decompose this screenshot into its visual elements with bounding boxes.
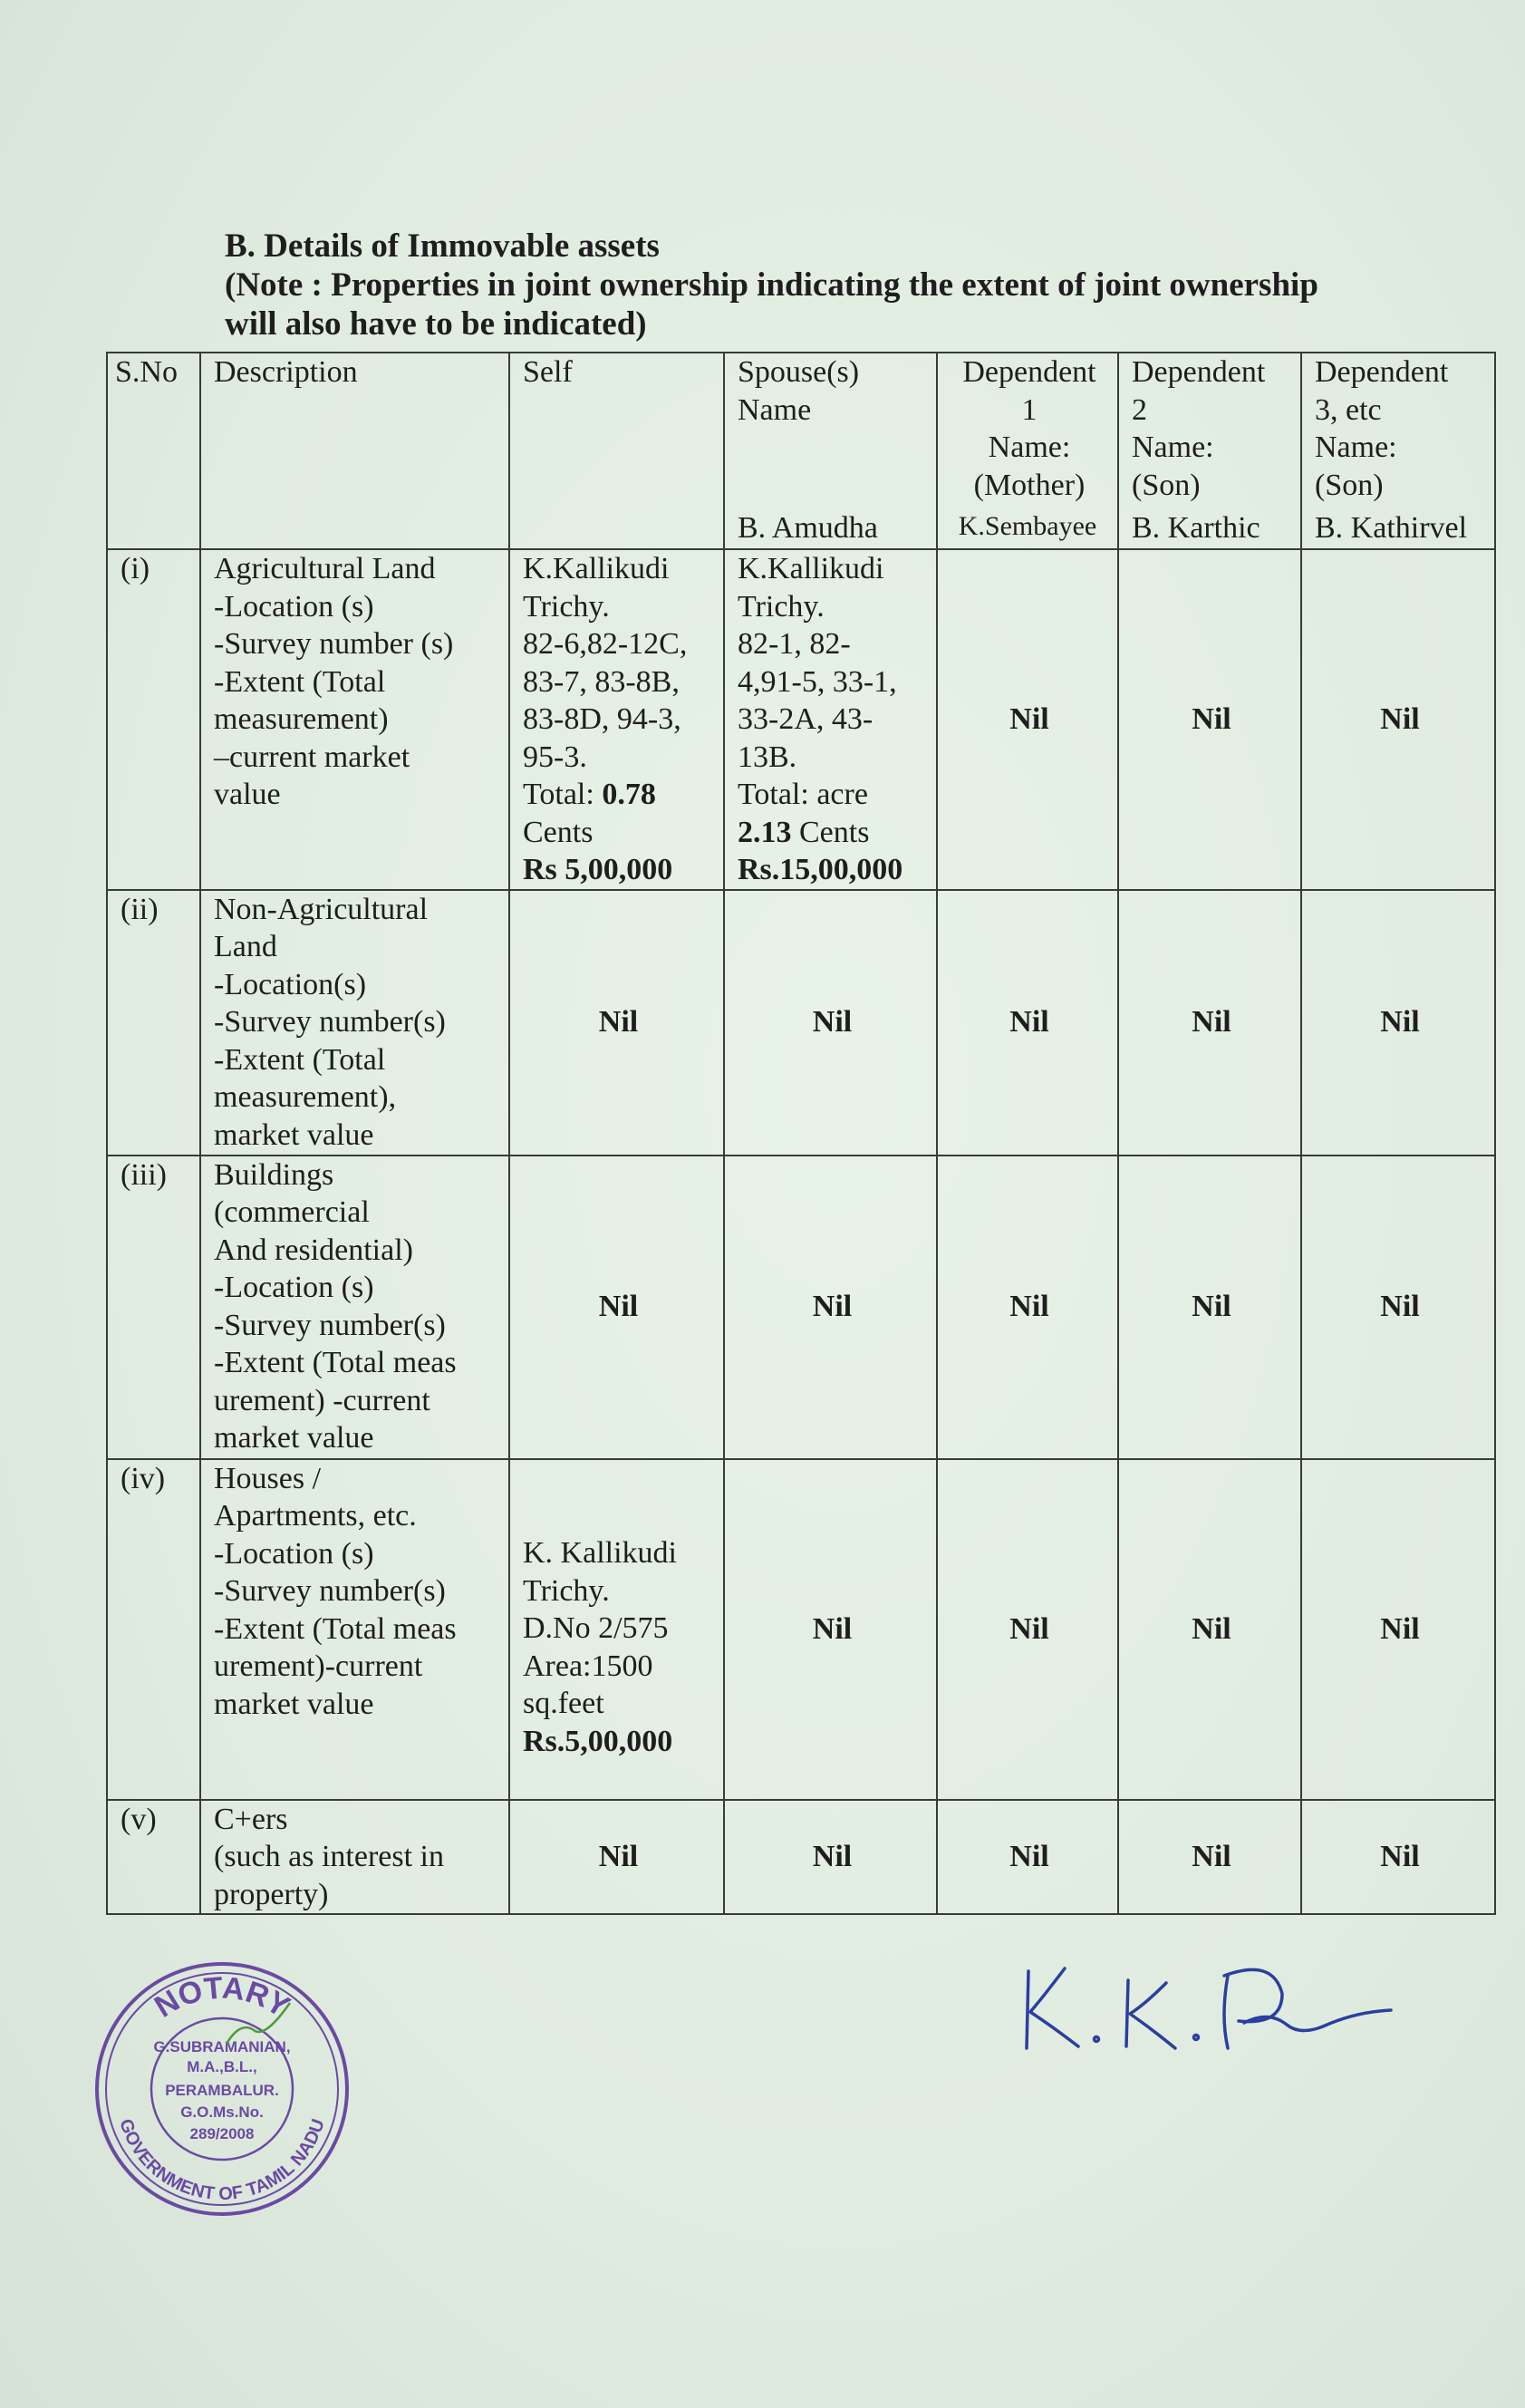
row-spouse: K.Kallikudi Trichy. 82-1, 82- 4,91-5, 33-1, 33-2A, 43- 13B. Total: acre 2.13 Cents Rs.15,00,000 xyxy=(724,549,937,890)
dependent-1-name: K.Sembayee xyxy=(958,510,1097,541)
stamp-degree: M.A.,B.L., xyxy=(187,2058,257,2075)
table-row xyxy=(107,890,1495,1156)
row-sno: (v) xyxy=(107,1800,200,1915)
stamp-place: PERAMBALUR. xyxy=(165,2082,279,2099)
row-self: K.Kallikudi Trichy. 82-6,82-12C, 83-7, 83-8B, 83-8D, 94-3, 95-3. Total: 0.78 Cents Rs 5,00,000 xyxy=(509,549,724,890)
notary-stamp xyxy=(91,1958,353,2220)
stamp-name: G.SUBRAMANIAN, xyxy=(153,2038,291,2055)
heading-note-continued: will also have to be indicated) xyxy=(225,305,647,343)
header-description: Description xyxy=(200,353,509,549)
row-dependent-2: Nil xyxy=(1118,1800,1301,1915)
row-sno: (ii) xyxy=(107,890,200,1156)
row-description: Houses / Apartments, etc. -Location (s) -Survey number(s) -Extent (Total meas urement)-current market value xyxy=(200,1459,509,1800)
row-sno: (i) xyxy=(107,549,200,890)
table-row xyxy=(107,549,1495,890)
row-dependent-1: Nil xyxy=(937,1459,1118,1800)
handwritten-signature xyxy=(1010,1949,1409,2066)
row-spouse: Nil xyxy=(724,1156,937,1459)
header-dependent-3: Dependent 3, etc Name: (Son) B. Kathirvel xyxy=(1301,353,1495,549)
header-sno: S.No xyxy=(107,353,200,549)
row-dependent-1: Nil xyxy=(937,1156,1118,1459)
row-sno: (iii) xyxy=(107,1156,200,1459)
header-spouse: Spouse(s) Name B. Amudha xyxy=(724,353,937,549)
row-dependent-1: Nil xyxy=(937,549,1118,890)
row-dependent-2: Nil xyxy=(1118,1459,1301,1800)
heading-note: (Note : Properties in joint ownership indicating the extent of joint ownership xyxy=(225,266,1318,304)
header-row xyxy=(107,353,1495,549)
row-dependent-2: Nil xyxy=(1118,549,1301,890)
stamp-number: 289/2008 xyxy=(189,2125,255,2142)
section-heading xyxy=(225,227,1421,343)
row-self: Nil xyxy=(509,1800,724,1915)
row-spouse: Nil xyxy=(724,1459,937,1800)
header-dependent-1: Dependent 1 Name: (Mother) K.Sembayee xyxy=(937,353,1118,549)
row-description: Non-Agricultural Land -Location(s) -Survey number(s) -Extent (Total measurement), market value xyxy=(200,890,509,1156)
row-description: Buildings (commercial And residential) -Location (s) -Survey number(s) -Extent (Total meas urement) -current market value xyxy=(200,1156,509,1459)
row-dependent-3: Nil xyxy=(1301,1459,1495,1800)
spouse-name: B. Amudha xyxy=(738,510,878,545)
row-sno: (iv) xyxy=(107,1459,200,1800)
row-description: C+ers (such as interest in property) xyxy=(200,1800,509,1915)
row-dependent-1: Nil xyxy=(937,1800,1118,1915)
stamp-order: G.O.Ms.No. xyxy=(180,2103,264,2121)
row-dependent-3: Nil xyxy=(1301,890,1495,1156)
stamp-top-text: NOTARY xyxy=(149,1970,296,2025)
row-description: Agricultural Land -Location (s) -Survey number (s) -Extent (Total measurement) –current market value xyxy=(200,549,509,890)
stamp-bottom-text: GOVERNMENT OF TAMIL NADU xyxy=(115,2116,329,2205)
row-spouse: Nil xyxy=(724,1800,937,1915)
dependent-3-name: B. Kathirvel xyxy=(1315,510,1468,545)
row-self: Nil xyxy=(509,890,724,1156)
table-row xyxy=(107,1800,1495,1915)
row-dependent-3: Nil xyxy=(1301,1156,1495,1459)
heading-title: B. Details of Immovable assets xyxy=(225,227,660,265)
immovable-assets-table xyxy=(106,352,1496,1915)
row-dependent-2: Nil xyxy=(1118,1156,1301,1459)
row-dependent-1: Nil xyxy=(937,890,1118,1156)
row-self: K. Kallikudi Trichy. D.No 2/575 Area:1500 sq.feet Rs.5,00,000 xyxy=(509,1459,724,1800)
table-row xyxy=(107,1156,1495,1459)
row-dependent-2: Nil xyxy=(1118,890,1301,1156)
dependent-2-name: B. Karthic xyxy=(1132,510,1260,545)
row-self: Nil xyxy=(509,1156,724,1459)
row-spouse: Nil xyxy=(724,890,937,1156)
row-dependent-3: Nil xyxy=(1301,1800,1495,1915)
header-self: Self xyxy=(509,353,724,549)
header-dependent-2: Dependent 2 Name: (Son) B. Karthic xyxy=(1118,353,1301,549)
table-row xyxy=(107,1459,1495,1800)
row-dependent-3: Nil xyxy=(1301,549,1495,890)
